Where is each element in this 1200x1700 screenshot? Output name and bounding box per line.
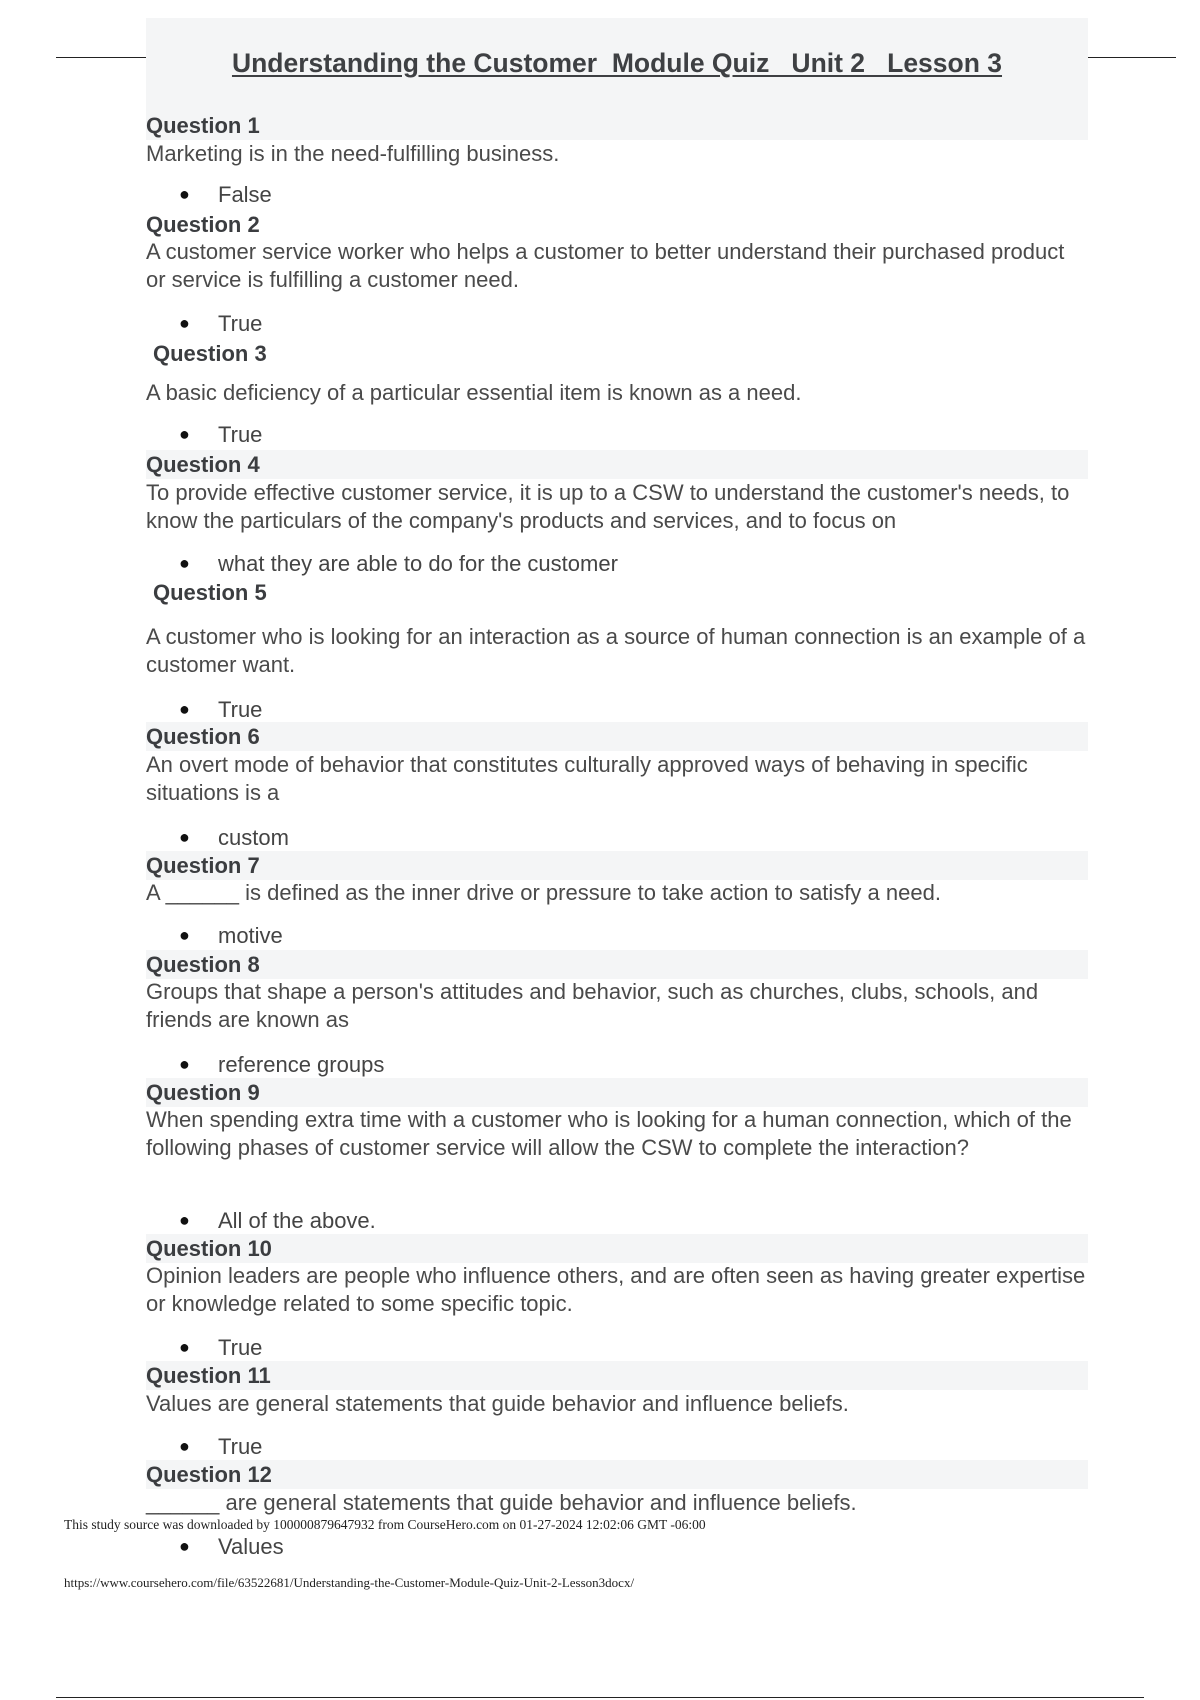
- bottom-rule: [56, 1697, 1144, 1698]
- question-1-answer: [179, 182, 272, 208]
- question-11-answer: [179, 1434, 262, 1460]
- bullet-icon: ●: [179, 424, 190, 444]
- question-7-answer: [179, 923, 283, 949]
- answer-text: reference groups: [218, 1052, 385, 1077]
- answer-text: Values: [218, 1534, 284, 1559]
- bullet-icon: ●: [179, 1436, 190, 1456]
- question-9-band: [146, 1078, 1088, 1107]
- question-8-band: [146, 950, 1088, 979]
- question-12-text: ______ are general statements that guide behavior and influence beliefs.: [146, 1490, 857, 1515]
- question-6-text: An overt mode of behavior that constitutes culturally approved ways of behaving in specific situations is a: [146, 752, 1028, 805]
- question-12-label: Question 12: [146, 1462, 272, 1487]
- question-11-label: Question 11: [146, 1363, 271, 1388]
- bullet-icon: ●: [179, 1054, 190, 1074]
- bullet-icon: ●: [179, 827, 190, 847]
- question-6-answer: [179, 825, 289, 851]
- bullet-icon: ●: [179, 1536, 190, 1556]
- question-10-answer: [179, 1335, 262, 1361]
- question-4-text: To provide effective customer service, it is up to a CSW to understand the customer's needs, to know the particulars of the company's products and services, and to focus on: [146, 480, 1070, 533]
- answer-text: All of the above.: [218, 1208, 376, 1233]
- answer-text: False: [218, 182, 272, 207]
- question-2-text: A customer service worker who helps a customer to better understand their purchased product or service is fulfilling a customer need.: [146, 239, 1065, 292]
- question-5-text: A customer who is looking for an interaction as a source of human connection is an example of a customer want.: [146, 624, 1086, 677]
- question-9-answer: [179, 1208, 376, 1234]
- question-12-answer: [179, 1534, 284, 1560]
- question-5-answer: [179, 697, 262, 723]
- download-notice: This study source was downloaded by 100000879647932 from CourseHero.com on 01-27-2024 12:02:06 GMT -06:00: [64, 1517, 706, 1532]
- question-1-text: Marketing is in the need-fulfilling business.: [146, 141, 560, 166]
- question-11-band: [146, 1361, 1088, 1390]
- question-12-band: [146, 1460, 1088, 1489]
- question-2-label: Question 2: [146, 212, 260, 237]
- question-11-text: Values are general statements that guide behavior and influence beliefs.: [146, 1391, 849, 1416]
- bullet-icon: ●: [179, 925, 190, 945]
- question-4-label: Question 4: [146, 452, 260, 477]
- question-9-label: Question 9: [146, 1080, 260, 1105]
- question-10-text: Opinion leaders are people who influence others, and are often seen as having greater expertise or knowledge related to some specific topic.: [146, 1263, 1086, 1316]
- answer-text: True: [218, 422, 263, 447]
- bullet-icon: ●: [179, 1337, 190, 1357]
- answer-text: True: [218, 1434, 263, 1459]
- question-5-label: Question 5: [153, 580, 267, 605]
- question-7-label: Question 7: [146, 853, 260, 878]
- question-6-label: Question 6: [146, 724, 260, 749]
- title-rule-left: [56, 57, 146, 58]
- source-url: https://www.coursehero.com/file/63522681/Understanding-the-Customer-Module-Quiz-Unit-2-Lesson3docx/: [64, 1575, 635, 1590]
- question-6-band: [146, 722, 1088, 751]
- bullet-icon: ●: [179, 313, 190, 333]
- bullet-icon: ●: [179, 699, 190, 719]
- question-8-answer: [179, 1052, 384, 1078]
- answer-text: True: [218, 311, 263, 336]
- question-4-band: [146, 450, 1088, 479]
- question-10-band: [146, 1234, 1088, 1263]
- page-title: Understanding the Customer Module Quiz Unit 2 Lesson 3: [231, 48, 1003, 78]
- question-7-text: A ______ is defined as the inner drive or pressure to take action to satisfy a need.: [146, 880, 941, 905]
- question-2-answer: [179, 311, 262, 337]
- question-1-label: Question 1: [146, 113, 260, 138]
- answer-text: custom: [218, 825, 289, 850]
- question-7-band: [146, 851, 1088, 880]
- bullet-icon: ●: [179, 184, 190, 204]
- question-9-text: When spending extra time with a customer who is looking for a human connection, which of the following phases of customer service will allow the CSW to complete the interaction?: [146, 1107, 1072, 1160]
- answer-text: True: [218, 1335, 263, 1360]
- title-band: [146, 18, 1088, 140]
- question-8-text: Groups that shape a person's attitudes and behavior, such as churches, clubs, schools, and friends are known as: [146, 979, 1039, 1032]
- question-4-answer: [179, 551, 618, 577]
- bullet-icon: ●: [179, 553, 190, 573]
- question-10-label: Question 10: [146, 1236, 272, 1261]
- question-3-label: Question 3: [153, 341, 267, 366]
- answer-text: motive: [218, 923, 283, 948]
- answer-text: True: [218, 697, 263, 722]
- question-8-label: Question 8: [146, 952, 260, 977]
- answer-text: what they are able to do for the customer: [218, 551, 618, 576]
- bullet-icon: ●: [179, 1210, 190, 1230]
- question-3-answer: [179, 422, 262, 448]
- title-rule-right: [1088, 57, 1176, 58]
- question-3-text: A basic deficiency of a particular essential item is known as a need.: [146, 380, 802, 405]
